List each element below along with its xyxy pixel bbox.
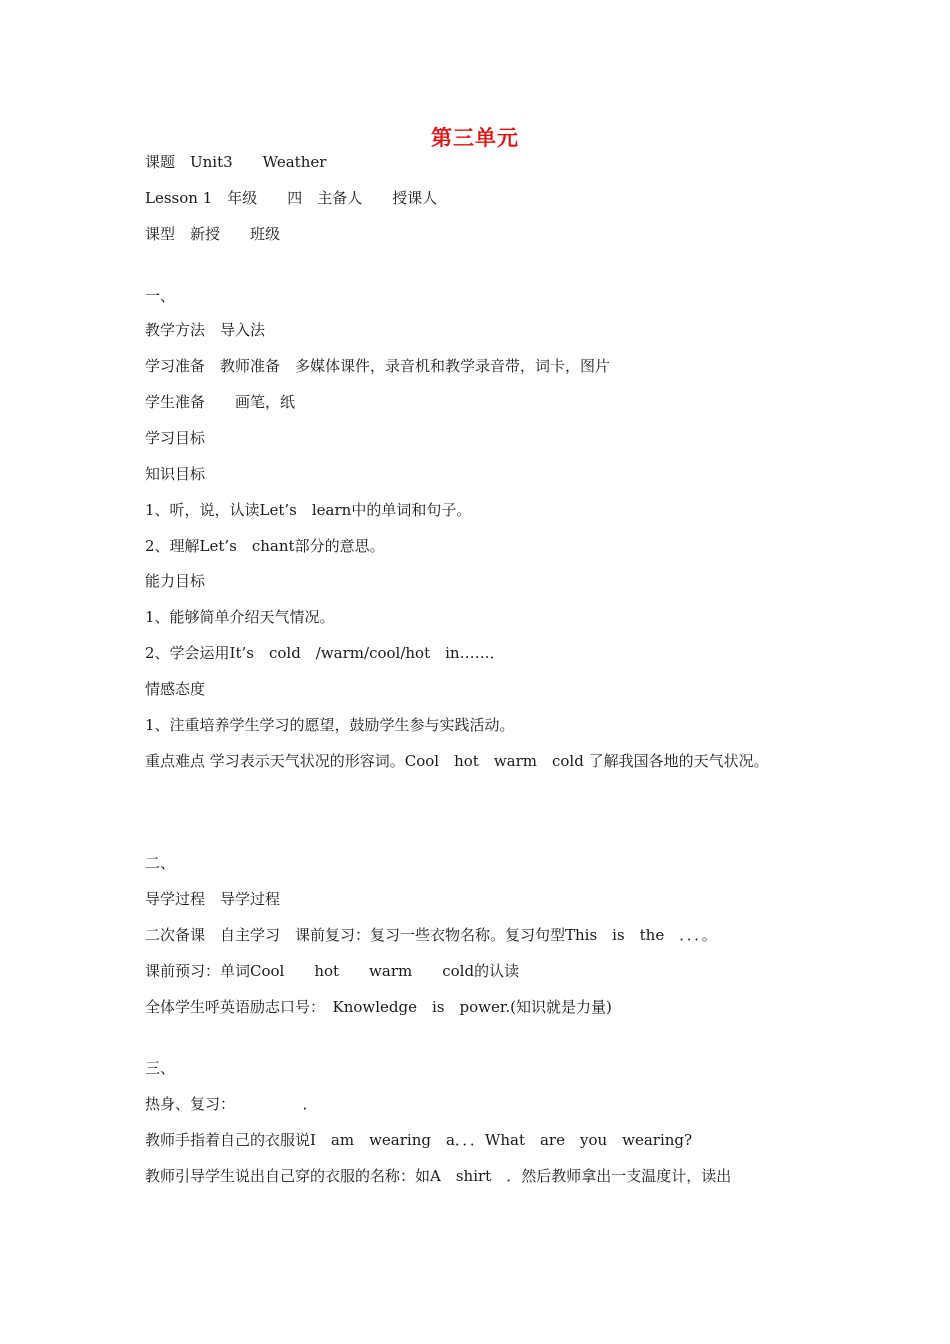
page-title: 第三单元 <box>431 126 519 150</box>
knowledge-goals-heading: 知识目标 <box>145 465 206 483</box>
lesson-topic-line: 课题 Unit3 Weather <box>145 153 327 171</box>
student-clothes-line: 教师引导学生说出自己穿的衣服的名称：如A shirt ．然后教师拿出一支温度计，读出 <box>145 1167 732 1185</box>
teaching-method-line: 教学方法 导入法 <box>145 321 266 339</box>
teacher-preparation-line: 学习准备 教师准备 多媒体课件，录音机和教学录音带，词卡，图片 <box>145 357 611 375</box>
lesson-info-line: Lesson 1 年级 四 主备人 授课人 <box>145 189 438 207</box>
ability-goals-heading: 能力目标 <box>145 572 206 590</box>
knowledge-goal-2: 2、理解Let’s chant部分的意思。 <box>145 537 385 555</box>
warmup-line: 热身、复习： ． <box>145 1095 318 1113</box>
learning-goals-heading: 学习目标 <box>145 429 206 447</box>
attitude-heading: 情感态度 <box>145 680 206 698</box>
preview-line: 课前预习：单词Cool hot warm cold的认读 <box>145 962 520 980</box>
key-points-line: 重点难点 学习表示天气状况的形容词。Cool hot warm cold 了解我国各地的天气状况。 <box>145 752 769 770</box>
section-heading-3: 三、 <box>145 1059 176 1077</box>
ability-goal-2: 2、学会运用It’s cold /warm/cool/hot in……． <box>145 644 505 662</box>
teacher-clothes-line: 教师手指着自己的衣服说I am wearing a．．．What are you wearing? <box>145 1131 693 1149</box>
knowledge-goal-1: 1、听，说，认读Let’s learn中的单词和句子。 <box>145 501 472 519</box>
section-heading-1: 一、 <box>145 287 176 305</box>
slogan-line: 全体学生呼英语励志口号： Knowledge is power.(知识就是力量) <box>145 998 612 1016</box>
guided-process-line: 导学过程 导学过程 <box>145 890 281 908</box>
lesson-type-line: 课型 新授 班级 <box>145 225 281 243</box>
review-line: 二次备课 自主学习 课前复习：复习一些衣物名称。复习句型This is the ．．．。 <box>145 926 717 944</box>
section-heading-2: 二、 <box>145 854 176 872</box>
ability-goal-1: 1、能够简单介绍天气情况。 <box>145 608 335 626</box>
attitude-goal-1: 1、注重培养学生学习的愿望，鼓励学生参与实践活动。 <box>145 716 515 734</box>
student-preparation-line: 学生准备 画笔，纸 <box>145 393 296 411</box>
